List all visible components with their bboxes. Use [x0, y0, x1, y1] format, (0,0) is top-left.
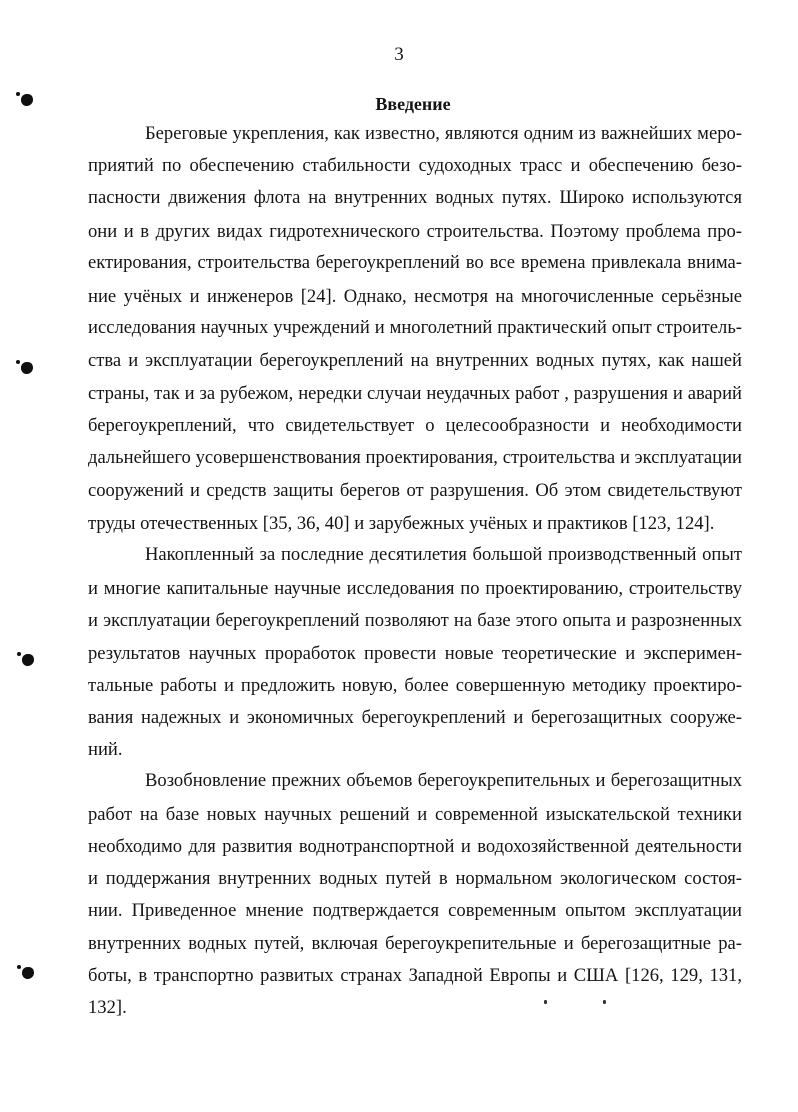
text-line: сооружений и средств защиты берегов от разрушения. Об этом свидетельствуют	[88, 480, 742, 501]
text-line: берегоукреплений, что свидетельствует о целесообразности и необходимости	[88, 415, 742, 436]
text-line: труды отечественных [35, 36, 40] и зарубежных учёных и практиков [123, 124].	[88, 513, 715, 534]
punch-hole-mark	[21, 362, 33, 374]
text-line: тальные работы и предложить новую, более совершенную методику проектиро-	[88, 675, 742, 696]
text-line: и эксплуатации берегоукреплений позволяют на базе этого опыта и разрозненных	[88, 610, 742, 631]
scan-speck	[544, 1000, 547, 1004]
text-line: ектирования, строительства берегоукреплений во все времена привлекала внима-	[88, 252, 742, 273]
text-line: ний.	[88, 739, 123, 760]
text-line: боты, в транспортно развитых странах Западной Европы и США [126, 129, 131,	[88, 965, 742, 986]
text-line: пасности движения флота на внутренних водных путях. Широко используются	[88, 187, 742, 208]
text-line: ства и эксплуатации берегоукреплений на внутренних водных путях, как нашей	[88, 350, 742, 371]
text-line: они и в других видах гидротехнического строительства. Поэтому проблема про-	[88, 221, 742, 242]
text-line: и многие капитальные научные исследования по проектированию, строительству	[88, 578, 742, 599]
text-line: Возобновление прежних объемов берегоукрепительных и берегозащитных	[145, 770, 742, 791]
text-line: внутренних водных путей, включая берегоукрепительные и берегозащитные ра-	[88, 933, 742, 954]
text-line: Береговые укрепления, как известно, являются одним из важнейших меро-	[145, 123, 742, 144]
text-line: и поддержания внутренних водных путей в нормальном экологическом состоя-	[88, 868, 742, 889]
scan-speck	[603, 1000, 606, 1004]
section-heading: Введение	[375, 94, 451, 114]
text-line: ние учёных и инженеров [24]. Однако, несмотря на многочисленные серьёзные	[88, 286, 742, 307]
text-line: результатов научных проработок провести новые теоретические и эксперимен-	[88, 643, 742, 664]
text-line: необходимо для развития воднотранспортной и водохозяйственной деятельности	[88, 836, 742, 857]
text-line: исследования научных учреждений и многолетний практический опыт строитель-	[88, 317, 742, 338]
text-line: 132].	[88, 997, 127, 1018]
text-line: работ на базе новых научных решений и современной изыскательской техники	[88, 804, 742, 825]
text-line: страны, так и за рубежом, нередки случаи неудачных работ , разрушения и аварий	[88, 383, 742, 404]
page-number: 3	[394, 44, 404, 65]
text-line: приятий по обеспечению стабильности судоходных трасс и обеспечению безо-	[88, 155, 742, 176]
text-line: вания надежных и экономичных берегоукреплений и берегозащитных сооруже-	[88, 707, 742, 728]
text-line: нии. Приведенное мнение подтверждается современным опытом эксплуатации	[88, 900, 742, 921]
punch-hole-mark	[22, 967, 34, 979]
punch-hole-mark	[22, 654, 34, 666]
text-line: дальнейшего усовершенствования проектирования, строительства и эксплуатации	[88, 447, 742, 468]
text-line: Накопленный за последние десятилетия большой производственный опыт	[145, 544, 742, 565]
